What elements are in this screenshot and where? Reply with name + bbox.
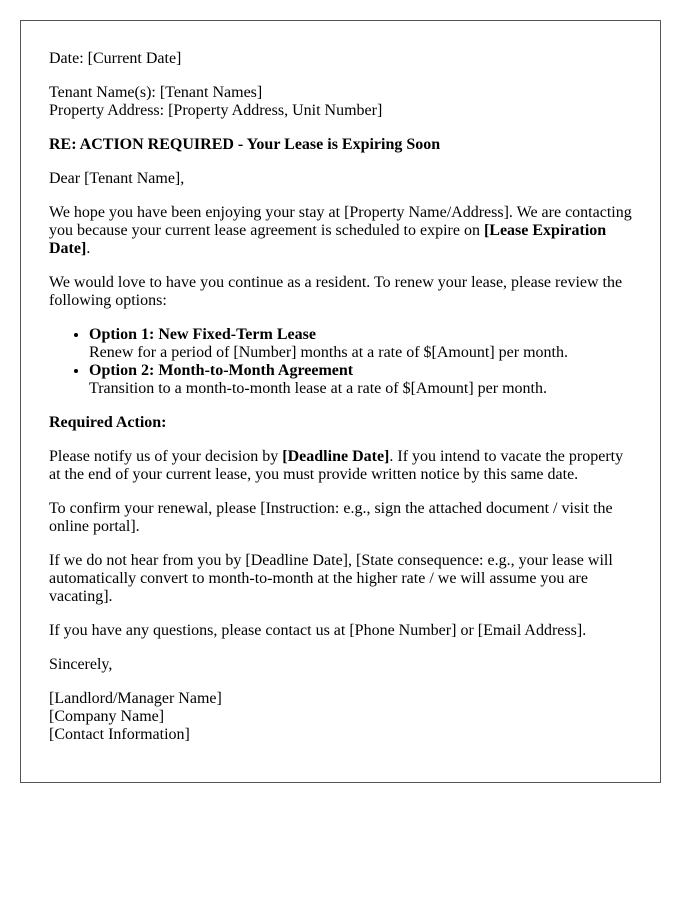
list-item bbox=[89, 326, 632, 362]
address-line: Property Address: [Property Address, Unit Number] bbox=[49, 102, 383, 119]
intro-text: We hope you have been enjoying your stay at [Property Name/Address]. We are contacting you because your current lease agreement is scheduled to expire on bbox=[49, 204, 632, 239]
required-heading-text: Required Action: bbox=[49, 414, 167, 431]
intro-end: . bbox=[86, 240, 91, 257]
options-list bbox=[49, 326, 632, 398]
deadline-date: [Deadline Date] bbox=[282, 448, 390, 465]
option-title: Option 2: Month-to-Month Agreement bbox=[89, 362, 354, 379]
consequence-paragraph: If we do not hear from you by [Deadline Date], [State consequence: e.g., your lease will automatically convert to month-to-month at the higher rate / we will assume you are vacating]. bbox=[49, 552, 613, 605]
salutation: Dear [Tenant Name], bbox=[49, 170, 185, 187]
closing: Sincerely, bbox=[49, 656, 113, 673]
deadline-end: . If you intend to vacate the property at the end of your current lease, you must provide written notice by this same date. bbox=[49, 448, 624, 483]
required-action-heading bbox=[49, 414, 632, 432]
deadline-paragraph bbox=[49, 448, 632, 484]
deadline-text: Please notify us of your decision by bbox=[49, 448, 283, 465]
tenant-line: Tenant Name(s): [Tenant Names] bbox=[49, 84, 263, 101]
options-intro: We would love to have you continue as a resident. To renew your lease, please review the following options: bbox=[49, 274, 623, 309]
recipient-block bbox=[49, 84, 632, 120]
subject-text: RE: ACTION REQUIRED - Your Lease is Expiring Soon bbox=[49, 136, 441, 153]
questions-paragraph: If you have any questions, please contact us at [Phone Number] or [Email Address]. bbox=[49, 622, 587, 639]
date-line: Date: [Current Date] bbox=[49, 50, 182, 67]
intro-paragraph bbox=[49, 204, 632, 258]
option-desc: Renew for a period of [Number] months at a rate of $[Amount] per month. bbox=[89, 344, 568, 361]
confirm-paragraph: To confirm your renewal, please [Instruction: e.g., sign the attached document / visit the online portal]. bbox=[49, 500, 613, 535]
signature-company: [Company Name] bbox=[49, 708, 165, 725]
subject-line bbox=[49, 136, 632, 154]
expiration-date: [Lease Expiration Date] bbox=[49, 222, 607, 257]
lease-renewal-letter bbox=[20, 20, 661, 783]
signature-block bbox=[49, 690, 632, 744]
option-title: Option 1: New Fixed-Term Lease bbox=[89, 326, 316, 343]
list-item bbox=[89, 362, 632, 398]
signature-contact: [Contact Information] bbox=[49, 726, 190, 743]
option-desc: Transition to a month-to-month lease at a rate of $[Amount] per month. bbox=[89, 380, 547, 397]
signature-name: [Landlord/Manager Name] bbox=[49, 690, 222, 707]
